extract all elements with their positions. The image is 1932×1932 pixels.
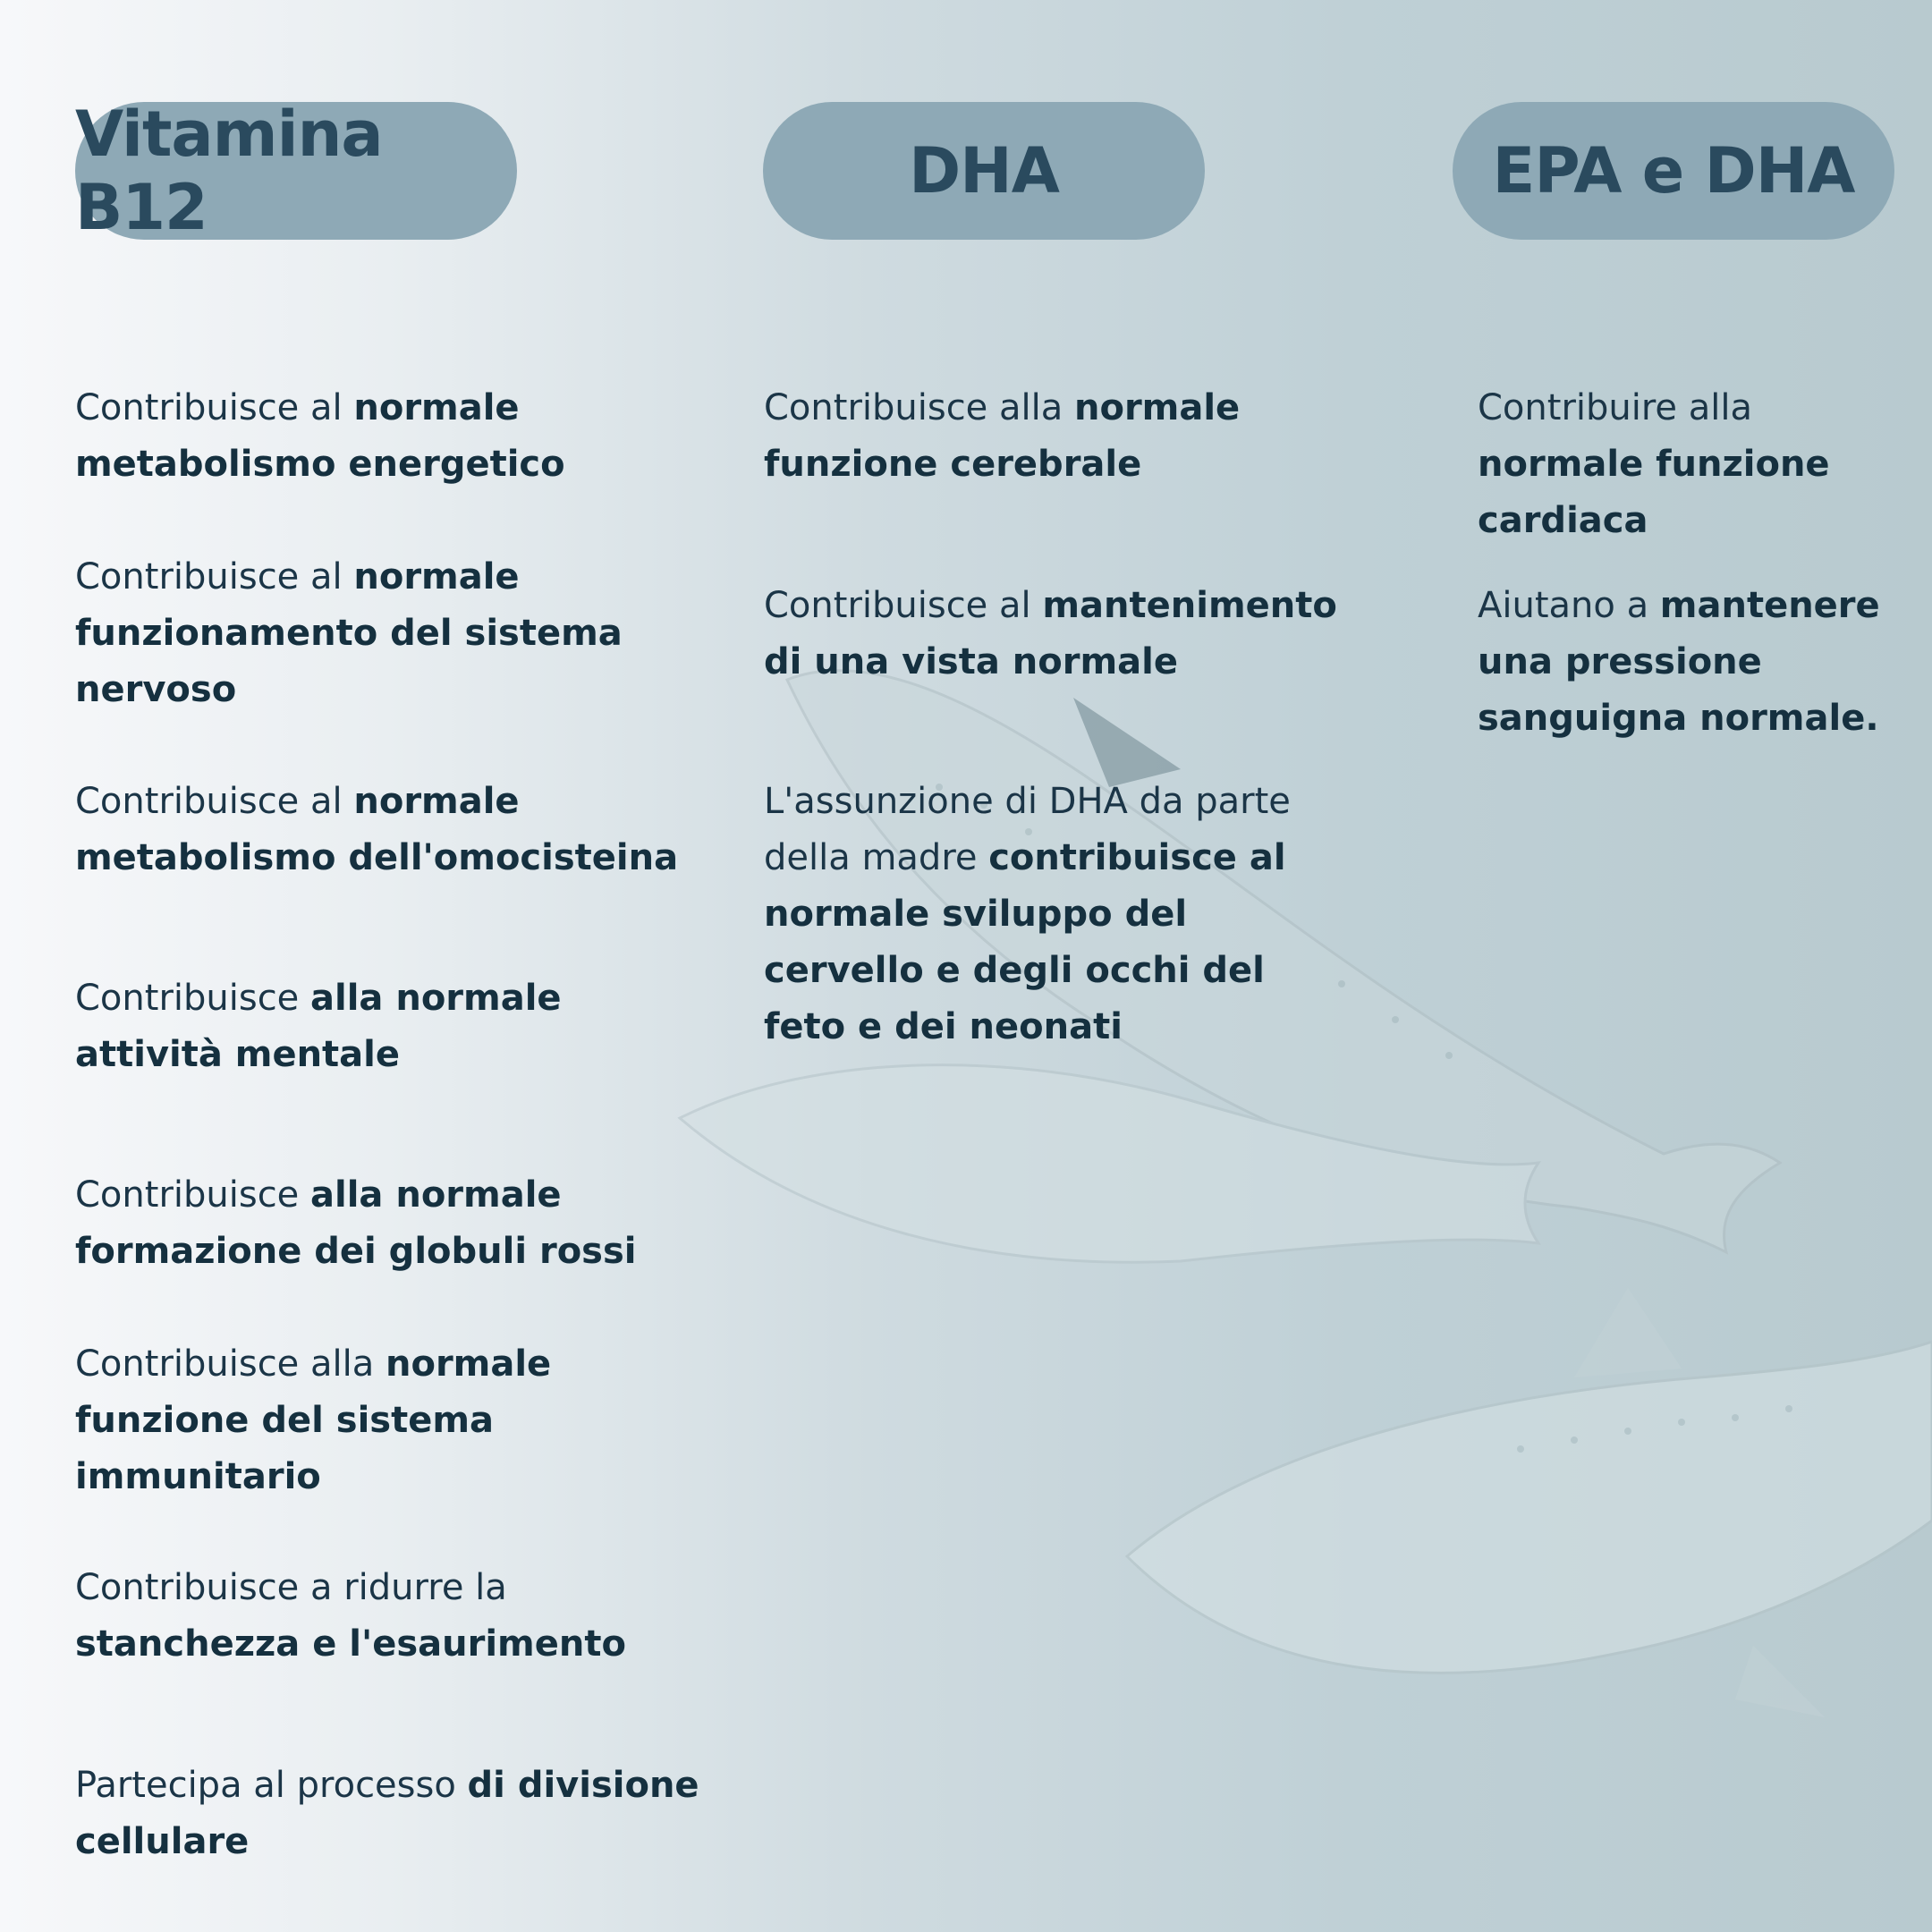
benefit-item: Aiutano a mantenere una pressione sanguigna normale. [1478, 585, 1880, 739]
benefit-item: Contribuisce alla normale attività mentale [75, 978, 562, 1075]
header-epa-dha: EPA e DHA [1453, 102, 1894, 240]
benefit-item: Contribuisce al normale funzionamento del sistema nervoso [75, 556, 623, 710]
benefit-item: Contribuisce al normale metabolismo energetico [75, 387, 565, 485]
header-dha: DHA [763, 102, 1205, 240]
benefit-item: Contribuisce al mantenimento di una vista normale [764, 585, 1337, 682]
benefit-item: Contribuisce a ridurre la stanchezza e l'esaurimento [75, 1567, 626, 1665]
benefit-item: Contribuisce alla normale formazione dei globuli rossi [75, 1174, 637, 1272]
benefit-item: Partecipa al processo di divisione cellulare [75, 1765, 699, 1862]
benefit-item: Contribuisce alla normale funzione del sistema immunitario [75, 1343, 552, 1497]
benefit-item: Contribuire alla normale funzione cardiaca [1478, 387, 1830, 541]
benefit-item: Contribuisce alla normale funzione cerebrale [764, 387, 1241, 485]
header-vitamina-b12: Vitamina B12 [75, 102, 517, 240]
benefit-item: L'assunzione di DHA da parte della madre contribuisce al normale sviluppo del cervello e degli occhi del feto e dei neonati [764, 781, 1291, 1047]
salmon-shape [1127, 1342, 1932, 1673]
benefit-item: Contribuisce al normale metabolismo dell'omocisteina [75, 781, 679, 878]
